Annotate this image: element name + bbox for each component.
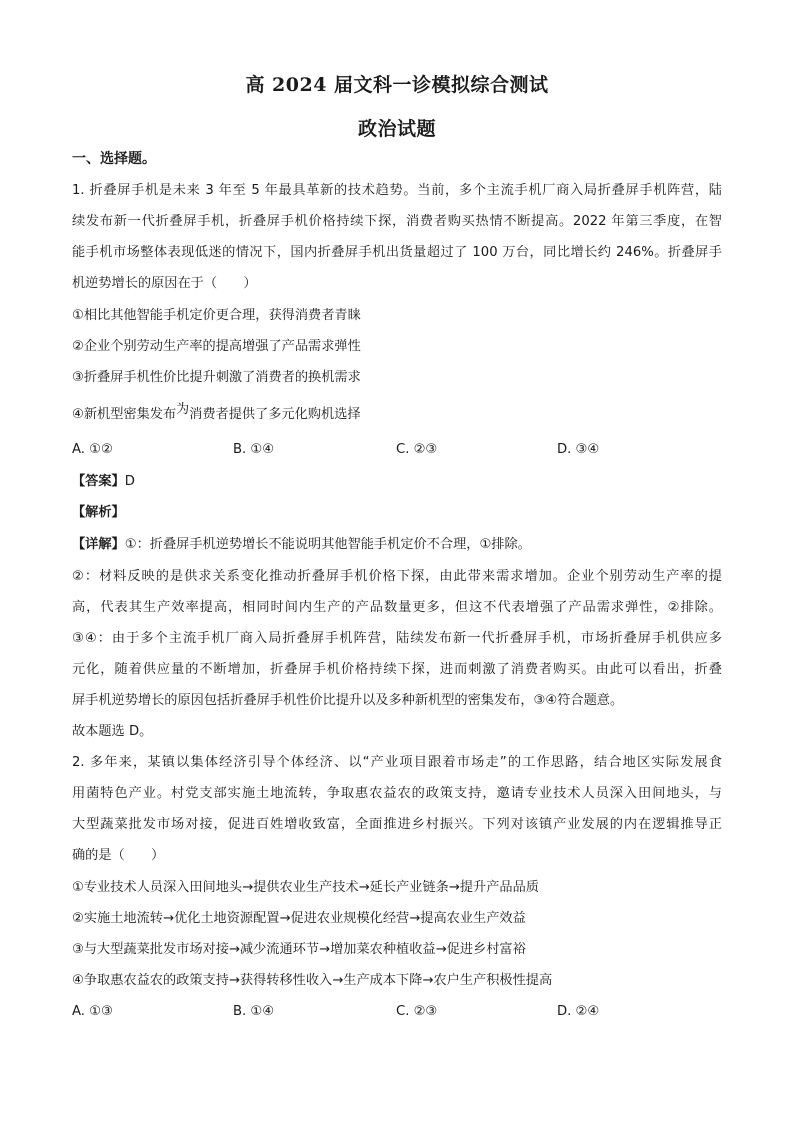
q1-detail [72, 535, 722, 555]
answer-value: D [124, 474, 135, 489]
q2-statement: ③与大型蔬菜批发市场对接→减少流通环节→增加菜农种植收益→促进乡村富裕 [72, 942, 526, 957]
detail-tag: 【详解】 [72, 537, 125, 552]
q1-analysis-heading [72, 503, 722, 523]
q1-stem-line: 1. 折叠屏手机是未来 3 年至 5 年最具革新的技术趋势。当前，多个主流手机厂商入局折叠屏手机阵营，陆 [72, 183, 722, 198]
q2-option-b: B. ①④ [233, 1004, 275, 1019]
q2-stem-line: 大型蔬菜批发市场对接，促进百姓增收致富，全面推进乡村振兴。下列对该镇产业发展的内在逻辑推导正 [72, 817, 722, 832]
q1-answer [72, 472, 722, 492]
document-subtitle: 政治试题 [357, 118, 436, 140]
q1-stem-line: 续发布新一代折叠屏手机，折叠屏手机价格持续下探，消费者购买热情不断提高。2022 年第三季度，在智 [72, 214, 722, 229]
q1-statement4-part: 消费者提供了多元化购机选择 [189, 407, 361, 422]
answer-tag: 【答案】 [72, 474, 125, 489]
q1-statement4-raised: 为 [176, 402, 190, 417]
q2-statement: ①专业技术人员深入田间地头→提供农业生产技术→延长产业链条→提升产品品质 [72, 880, 539, 895]
q2-statement: ②实施土地流转→优化土地资源配置→促进农业规模化经营→提高农业生产效益 [72, 911, 526, 926]
q1-statement: ①相比其他智能手机定价更合理，获得消费者青睐 [72, 308, 361, 323]
q1-explanation-line: 高，代表其生产效率提高，相同时间内生产的产品数量更多，但这不代表增强了产品需求弹性，②排除。 [72, 600, 722, 615]
q2-stem-line: 2. 多年来，某镇以集体经济引导个体经济、以“产业项目跟着市场走”的工作思路，结合地区实际发展食 [72, 755, 722, 770]
q1-explanation-line: ③④：由于多个主流手机厂商入局折叠屏手机阵营，陆续发布新一代折叠屏手机，市场折叠屏手机供应多 [72, 631, 722, 646]
q2-statement: ④争取惠农益农的政策支持→获得转移性收入→生产成本下降→农户生产积极性提高 [72, 973, 553, 988]
q1-explanation-line: 元化，随着供应量的不断增加，折叠屏手机价格持续下探，进而刺激了消费者购买。由此可以看出，折叠 [72, 662, 722, 677]
q1-explanation-line: 故本题选 D。 [72, 724, 153, 739]
q1-stem-line: 能手机市场整体表现低迷的情况下，国内折叠屏手机出货量超过了 100 万台，同比增长约 246%。折叠屏手 [72, 245, 722, 260]
q1-statement: ②企业个别劳动生产率的提高增强了产品需求弹性 [72, 339, 361, 354]
document-title: 高 2024 届文科一诊模拟综合测试 [245, 74, 549, 96]
q2-option-a: A. ①③ [72, 1004, 113, 1019]
q1-option-c: C. ②③ [396, 442, 438, 457]
q1-statement [72, 402, 722, 425]
section-heading: 一、选择题。 [72, 151, 156, 167]
q1-statement4-part: ④新机型密集发布 [72, 407, 177, 422]
q1-option-a: A. ①② [72, 442, 113, 457]
q2-option-c: C. ②③ [396, 1004, 438, 1019]
q1-explanation-line: ②：材料反映的是供求关系变化推动折叠屏手机价格下探，由此带来需求增加。企业个别劳动生产率的提 [72, 569, 722, 584]
q2-option-d: D. ②④ [557, 1004, 600, 1019]
detail-text: ①：折叠屏手机逆势增长不能说明其他智能手机定价不合理，①排除。 [124, 537, 531, 552]
q2-stem-line: 用菌特色产业。村党支部实施土地流转，争取惠农益农的政策支持，邀请专业技术人员深入田间地头，与 [72, 786, 722, 801]
analysis-tag: 【解析】 [72, 505, 125, 520]
q1-option-b: B. ①④ [233, 442, 275, 457]
q1-statement: ③折叠屏手机性价比提升刺激了消费者的换机需求 [72, 370, 361, 385]
q1-explanation-line: 屏手机逆势增长的原因包括折叠屏手机性价比提升以及多种新机型的密集发布，③④符合题意。 [72, 693, 624, 708]
q2-stem-line: 确的是（ ） [72, 848, 165, 863]
q1-option-d: D. ③④ [557, 442, 600, 457]
q1-stem-line: 机逆势增长的原因在于（ ） [72, 276, 257, 291]
